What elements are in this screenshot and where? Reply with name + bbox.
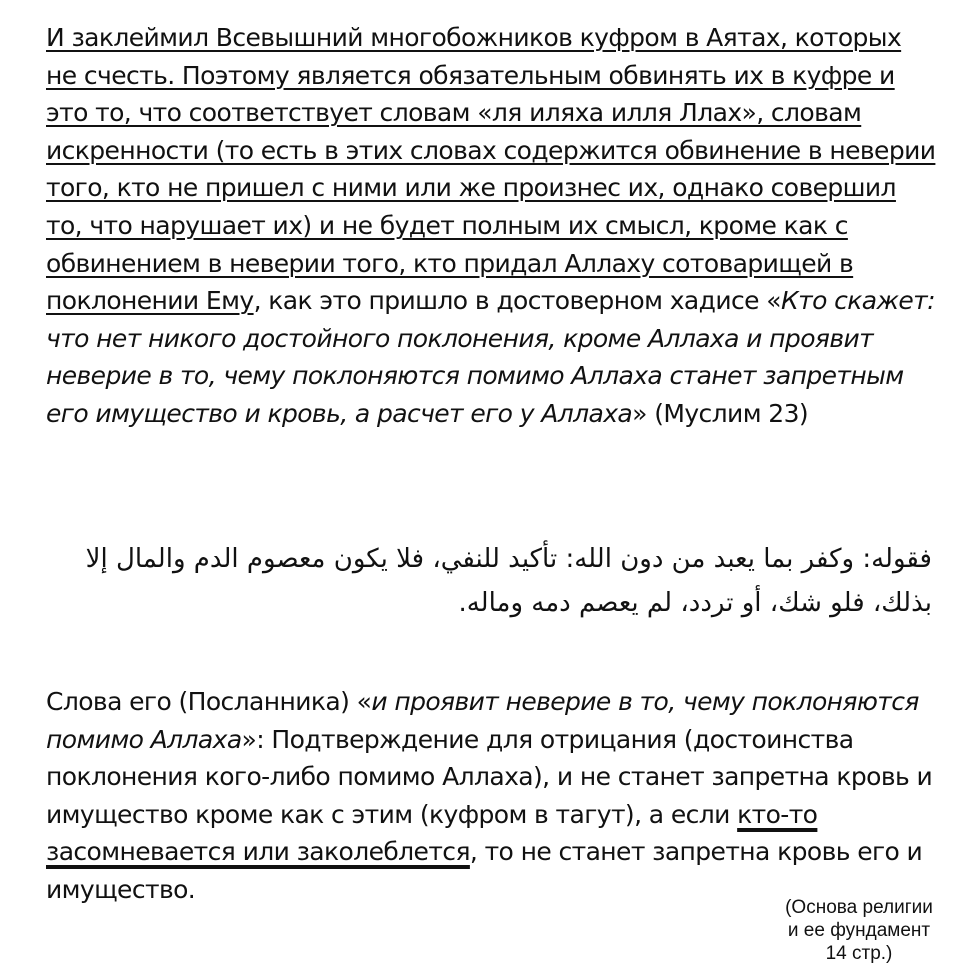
source-note: [772, 896, 946, 965]
translation-quote: и проявит неверие в то, чему поклоняются помимо Аллаха: [46, 687, 919, 754]
translation-end: , то не станет запретна кровь его и имущество.: [46, 837, 923, 904]
translation-intro: Слова его (Посланника) «: [46, 687, 372, 716]
paragraph-translation: [46, 683, 936, 909]
underlined-statement: И заклеймил Всевышний многобожников куфром в Аятах, которых не счесть. Поэтому является обязательным обвинять их в куфре и это то, что соответствует словам «ля иляха илля Ллах», словам искренности (то есть в этих словах содержится обвинение в неверии того, кто не пришел с ними или же произнес их, однако совершил то, что нарушает их) и не будет полным их смысл, кроме как с обвинением в неверии того, кто придал Аллаху сотоварищей в поклонении Ему: [46, 23, 936, 316]
underlined-doubt-phrase: кто-то засомневается или заколеблется: [46, 799, 818, 867]
source-line-1: (Основа религии: [785, 897, 933, 918]
hadith-quote: Кто скажет: что нет никого достойного поклонения, кроме Аллаха и проявит неверие в то, чему поклоняются помимо Аллаха станет запретным его имущество и кровь, а расчет его у Аллаха: [46, 286, 935, 428]
hadith-reference: » (Муслим 23): [632, 398, 809, 428]
translation-body: »: Подтверждение для отрицания (достоинства поклонения кого-либо помимо Аллаха), и не станет запретна кровь и имущество кроме как с этим (куфром в тагут), а если: [46, 724, 933, 829]
paragraph-takfir: [46, 19, 936, 433]
hadith-intro: , как это пришло в достоверном хадисе «: [253, 286, 781, 316]
source-line-3: 14 стр.): [825, 943, 893, 964]
arabic-commentary: فقوله: وكفر بما يعبد من دون الله: تأكيد للنفي، فلا يكون معصوم الدم والمال إلا بذلك، فلو شك، أو تردد، لم يعصم دمه وماله.: [85, 544, 932, 618]
source-line-2: и ее фундамент: [787, 920, 931, 941]
